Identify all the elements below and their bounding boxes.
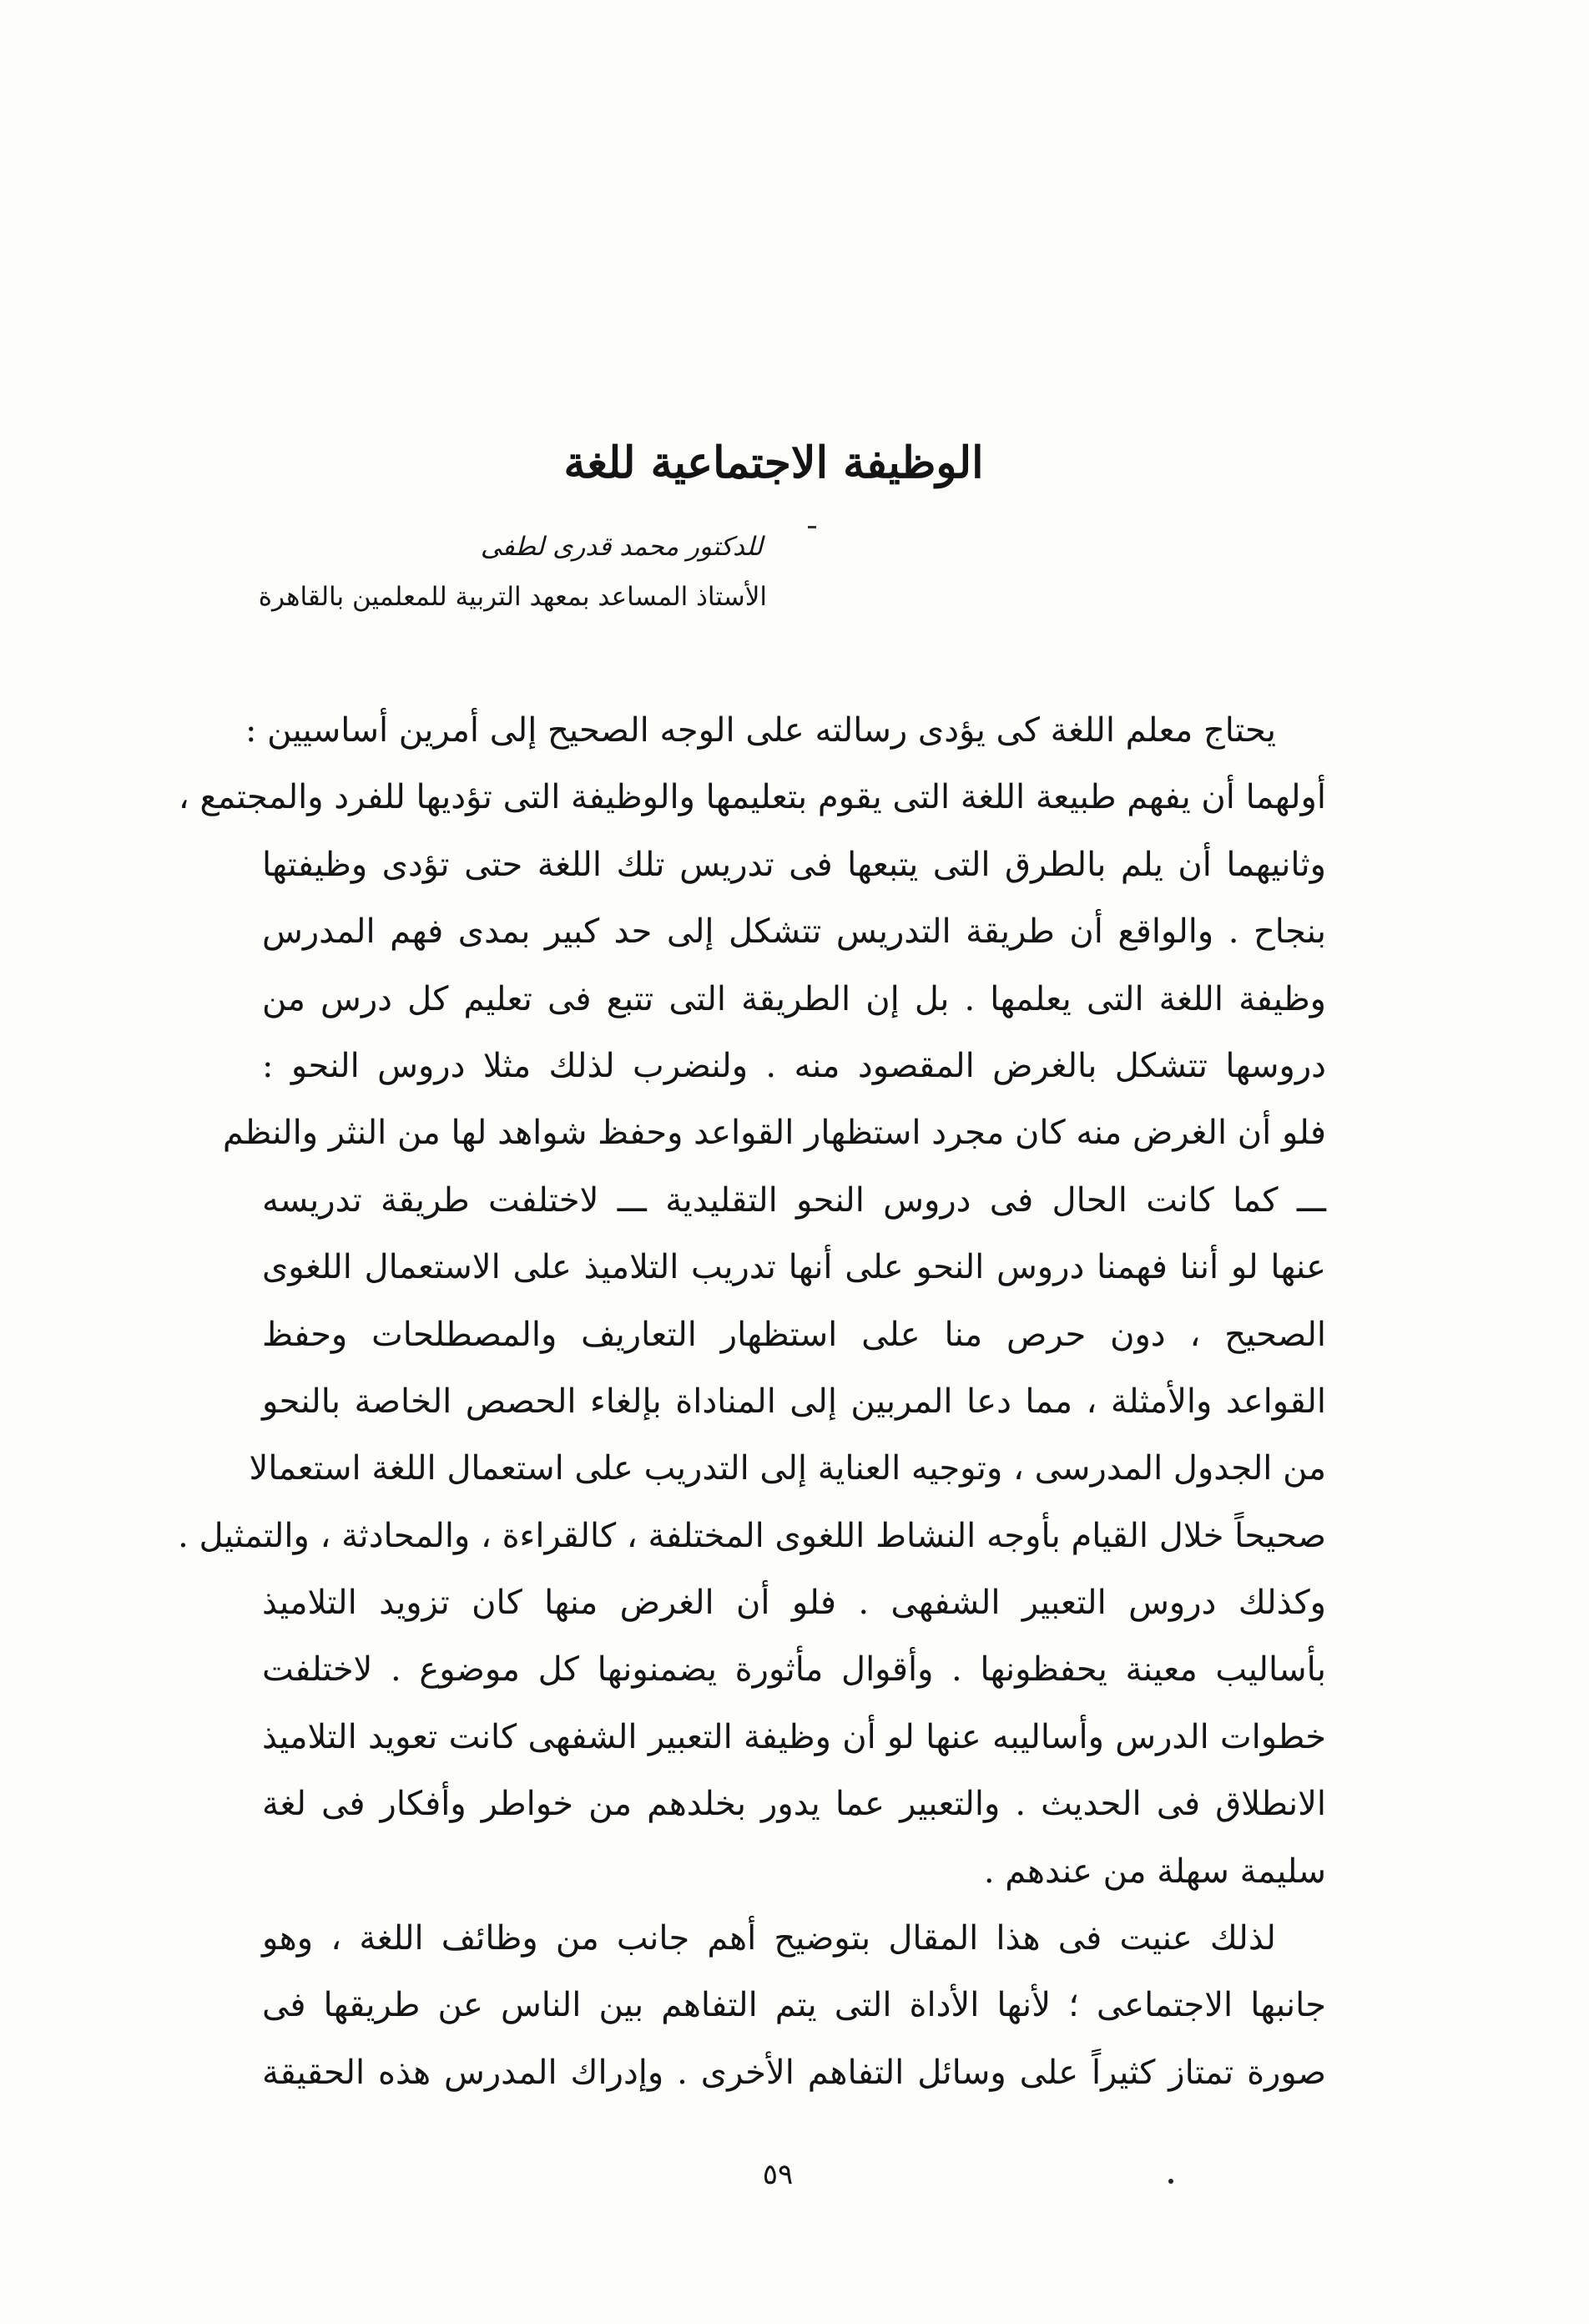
author-byline: للدكتور محمد قدرى لطفى [480, 532, 763, 562]
text-line: بنجاح . والواقع أن طريقة التدريس تتشكل إلى حد كبير بمدى فهم المدرس [262, 912, 1326, 952]
text-line: سليمة سهلة من عندهم . [983, 1852, 1326, 1891]
text-line: جانبها الاجتماعى ؛ لأنها الأداة التى يتم التفاهم بين الناس عن طريقها فى [262, 1986, 1326, 2025]
text-line: خطوات الدرس وأساليبه عنها لو أن وظيفة التعبير الشفهى كانت تعويد التلاميذ [262, 1717, 1326, 1756]
text-line: لذلك عنيت فى هذا المقال بتوضيح أهم جانب من وظائف اللغة ، وهو [262, 1919, 1276, 1958]
text-line: من الجدول المدرسى ، وتوجيه العناية إلى التدريب على استعمال اللغة استعمالا [249, 1449, 1326, 1488]
text-line: وكذلك دروس التعبير الشفهى . فلو أن الغرض منها كان تزويد التلاميذ [262, 1584, 1326, 1623]
stray-mark [808, 526, 816, 528]
stray-dot [1168, 2179, 1173, 2184]
text-line: يحتاج معلم اللغة كى يؤدى رسالته على الوجه الصحيح إلى أمرين أساسيين : [245, 711, 1276, 750]
page-number: ٥٩ [762, 2158, 794, 2191]
author-affiliation: الأستاذ المساعد بمعهد التربية للمعلمين بالقاهرة [258, 582, 767, 612]
article-title: الوظيفة الاجتماعية للغة [563, 437, 984, 488]
text-line: القواعد والأمثلة ، مما دعا المربين إلى المناداة بإلغاء الحصص الخاصة بالنحو [262, 1382, 1326, 1421]
text-line: الانطلاق فى الحديث . والتعبير عما يدور بخلدهم من خواطر وأفكار فى لغة [262, 1785, 1326, 1824]
text-line: وثانيهما أن يلم بالطرق التى يتبعها فى تدريس تلك اللغة حتى تؤدى وظيفتها [262, 845, 1326, 884]
text-line: ـــ كما كانت الحال فى دروس النحو التقليدية ـــ لاختلفت طريقة تدريسه [262, 1180, 1326, 1220]
text-line: فلو أن الغرض منه كان مجرد استظهار القواعد وحفظ شواهد لها من النثر والنظم [222, 1114, 1326, 1153]
text-line: أولهما أن يفهم طبيعة اللغة التى يقوم بتعليمها والوظيفة التى تؤديها للفرد والمجتمع ، [178, 778, 1326, 817]
text-line: صحيحاً خلال القيام بأوجه النشاط اللغوى المختلفة ، كالقراءة ، والمحادثة ، والتمثيل . [178, 1516, 1326, 1555]
text-line: بأساليب معينة يحفظونها . وأقوال مأثورة يضمنونها كل موضوع . لاختلفت [262, 1650, 1326, 1690]
text-line: وظيفة اللغة التى يعلمها . بل إن الطريقة التى تتبع فى تعليم كل درس من [262, 979, 1326, 1018]
text-line: صورة تمتاز كثيراً على وسائل التفاهم الأخرى . وإدراك المدرس هذه الحقيقة [262, 2053, 1326, 2092]
text-line: دروسها تتشكل بالغرض المقصود منه . ولنضرب لذلك مثلا دروس النحو : [262, 1046, 1326, 1085]
text-line: الصحيح ، دون حرص منا على استظهار التعاريف والمصطلحات وحفظ [262, 1315, 1326, 1354]
article-body [178, 697, 1326, 2106]
text-line: عنها لو أننا فهمنا دروس النحو على أنها تدريب التلاميذ على الاستعمال اللغوى [262, 1248, 1326, 1287]
